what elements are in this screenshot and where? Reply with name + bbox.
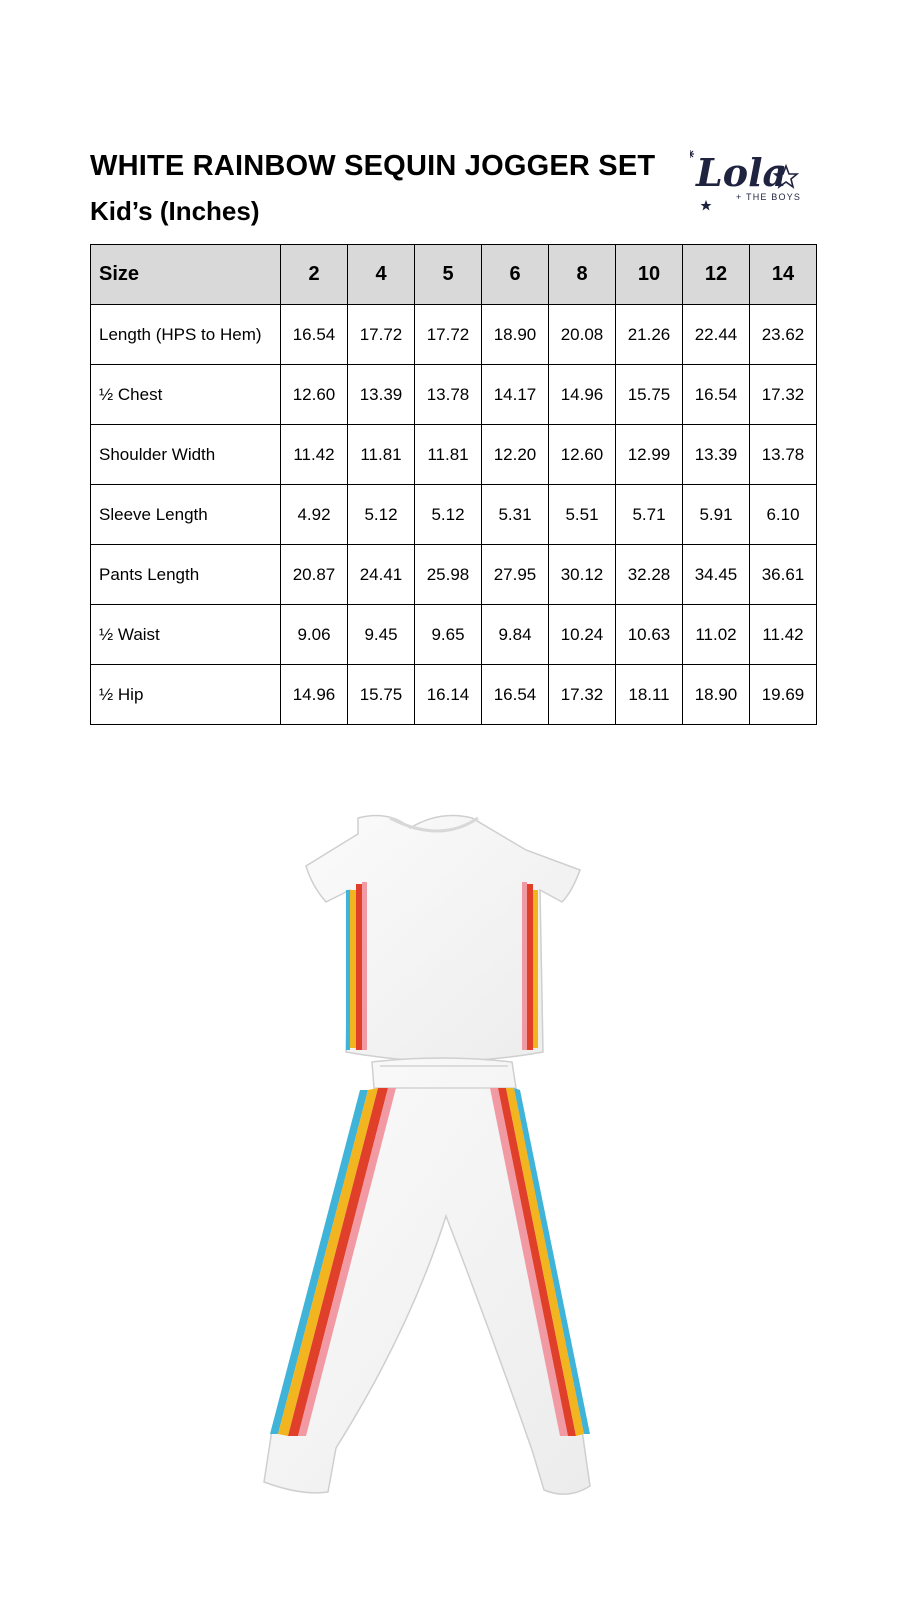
shirt-stripe-pink-right: [522, 882, 527, 1050]
size-header-4: 4: [348, 245, 415, 305]
table-cell: 11.81: [415, 425, 482, 485]
brand-logo: [690, 144, 815, 216]
shirt-stripe-pink: [362, 882, 367, 1050]
table-cell: 11.81: [348, 425, 415, 485]
table-cell: 22.44: [683, 305, 750, 365]
table-cell: 11.02: [683, 605, 750, 665]
table-cell: 20.87: [281, 545, 348, 605]
shirt-stripe-red-right: [527, 884, 533, 1050]
shirt-stripe-yellow-right: [533, 890, 538, 1048]
table-cell: 15.75: [348, 665, 415, 725]
page-title: WHITE RAINBOW SEQUIN JOGGER SET: [90, 150, 656, 182]
table-cell: 14.96: [549, 365, 616, 425]
row-label: ½ Waist: [91, 605, 281, 665]
table-cell: 13.39: [683, 425, 750, 485]
row-label: ½ Chest: [91, 365, 281, 425]
row-label: Sleeve Length: [91, 485, 281, 545]
size-header: Size: [91, 245, 281, 305]
table-cell: 21.26: [616, 305, 683, 365]
table-cell: 5.12: [415, 485, 482, 545]
table-cell: 9.84: [482, 605, 549, 665]
table-cell: 5.31: [482, 485, 549, 545]
table-cell: 12.60: [281, 365, 348, 425]
size-header-5: 5: [415, 245, 482, 305]
table-cell: 18.90: [482, 305, 549, 365]
table-cell: 24.41: [348, 545, 415, 605]
table-cell: 17.32: [549, 665, 616, 725]
star-filled-icon: [701, 200, 712, 211]
table-cell: 11.42: [750, 605, 817, 665]
row-label: Shoulder Width: [91, 425, 281, 485]
table-cell: 18.11: [616, 665, 683, 725]
table-cell: 12.60: [549, 425, 616, 485]
table-cell: 5.51: [549, 485, 616, 545]
size-chart-table: [90, 244, 817, 725]
table-cell: 25.98: [415, 545, 482, 605]
size-header-6: 6: [482, 245, 549, 305]
table-cell: 23.62: [750, 305, 817, 365]
shirt-stripe-blue: [346, 890, 350, 1050]
table-row: [91, 365, 817, 425]
table-row: [91, 425, 817, 485]
table-row: [91, 485, 817, 545]
table-cell: 6.10: [750, 485, 817, 545]
table-cell: 36.61: [750, 545, 817, 605]
table-cell: 9.65: [415, 605, 482, 665]
table-cell: 11.42: [281, 425, 348, 485]
table-cell: 16.54: [482, 665, 549, 725]
table-cell: 20.08: [549, 305, 616, 365]
table-cell: 13.78: [415, 365, 482, 425]
table-cell: 10.63: [616, 605, 683, 665]
shirt-stripe-yellow: [350, 890, 356, 1048]
table-cell: 5.71: [616, 485, 683, 545]
table-row: [91, 305, 817, 365]
table-cell: 17.32: [750, 365, 817, 425]
table-cell: 16.54: [683, 365, 750, 425]
jogger-set-illustration: [250, 810, 620, 1530]
row-label: ½ Hip: [91, 665, 281, 725]
size-header-12: 12: [683, 245, 750, 305]
table-cell: 13.78: [750, 425, 817, 485]
table-cell: 17.72: [348, 305, 415, 365]
table-cell: 34.45: [683, 545, 750, 605]
table-row: [91, 605, 817, 665]
size-header-8: 8: [549, 245, 616, 305]
table-cell: 13.39: [348, 365, 415, 425]
table-cell: 9.06: [281, 605, 348, 665]
page-subtitle: Kid’s (Inches): [90, 196, 260, 226]
table-row: [91, 545, 817, 605]
table-row: [91, 665, 817, 725]
table-header-row: [91, 245, 817, 305]
row-label: Pants Length: [91, 545, 281, 605]
table-cell: 18.90: [683, 665, 750, 725]
table-cell: 16.14: [415, 665, 482, 725]
table-cell: 14.96: [281, 665, 348, 725]
shirt-stripe-red: [356, 884, 362, 1050]
size-header-10: 10: [616, 245, 683, 305]
table-cell: 9.45: [348, 605, 415, 665]
jogger-pants-image: [264, 1058, 590, 1494]
logo-tagline: + THE BOYS: [736, 192, 802, 202]
table-cell: 27.95: [482, 545, 549, 605]
table-cell: 17.72: [415, 305, 482, 365]
t-shirt-image: [306, 816, 580, 1062]
table-cell: 16.54: [281, 305, 348, 365]
table-cell: 12.20: [482, 425, 549, 485]
logo-wordmark: Lola: [696, 150, 788, 195]
table-cell: 5.91: [683, 485, 750, 545]
row-label: Length (HPS to Hem): [91, 305, 281, 365]
table-cell: 5.12: [348, 485, 415, 545]
table-cell: 15.75: [616, 365, 683, 425]
sparkle-icon: [690, 150, 694, 158]
table-cell: 32.28: [616, 545, 683, 605]
table-cell: 19.69: [750, 665, 817, 725]
table-cell: 30.12: [549, 545, 616, 605]
size-header-14: 14: [750, 245, 817, 305]
table-cell: 12.99: [616, 425, 683, 485]
size-header-2: 2: [281, 245, 348, 305]
table-cell: 14.17: [482, 365, 549, 425]
table-cell: 10.24: [549, 605, 616, 665]
table-cell: 4.92: [281, 485, 348, 545]
